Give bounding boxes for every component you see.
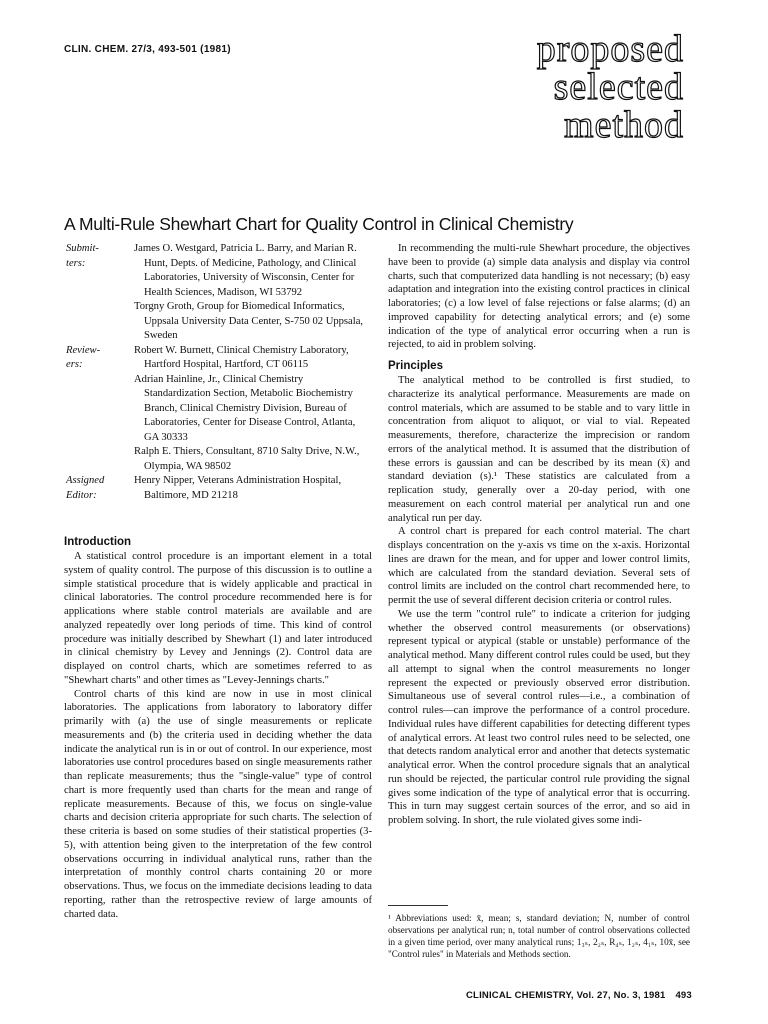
journal-reference: CLIN. CHEM. 27/3, 493-501 (1981) (64, 44, 231, 55)
right-column (388, 242, 690, 828)
section-label-line: method (564, 104, 684, 146)
body-paragraph: A control chart is prepared for each control material. The chart displays concentration on the y-axis vs time on the x-axis. Horizontal lines are drawn for the mean, and for upper and lower control limits, which are calculated from the standard deviation. Several sets of control limits are included on the control chart recommended here, to permit the use of several different decision criteria or control rules. (388, 526, 690, 606)
section-label-line: selected (553, 66, 684, 108)
footer-journal: CLINICAL CHEMISTRY, Vol. 27, No. 3, 1981 (466, 990, 666, 1001)
section-label-line: proposed (536, 28, 684, 70)
introduction-section (64, 536, 372, 921)
contributor-role: Submit- ters: (66, 243, 99, 269)
page-number: 493 (675, 990, 692, 1001)
contributors-block (64, 242, 372, 503)
contributor-entry: Adrian Hainline, Jr., Clinical Chemistry Standardization Section, Metabolic Biochemistry Branch, Clinical Chemistry Division, Bureau of Laboratories, Center for Disease Control, Atlanta, GA 30333 (134, 373, 356, 443)
footnote-divider (388, 905, 448, 906)
contributor-entry: James O. Westgard, Patricia L. Barry, and Marian R. Hunt, Depts. of Medicine, Pathology, and Clinical Laboratories, University of Wisconsin, Center for Health Sciences, Madison, WI 53792 (134, 243, 357, 298)
contributor-group (64, 474, 372, 503)
introduction-heading: Introduction (64, 536, 132, 548)
contributor-entry: Ralph E. Thiers, Consultant, 8710 Salty Drive, N.W., Olympia, WA 98502 (134, 446, 360, 472)
page-footer (466, 990, 692, 1001)
body-paragraph: Control charts of this kind are now in use in most clinical laboratories. The applications from laboratory to laboratory differ primarily with (a) the use of single measurements or replicate measurements and (b) the criteria used in deciding whether the data indicate the analytical run is in or out of control. In our experience, most laboratories use control procedures based on single measurements rather than replicate measurements; thus the "single-value" type of control chart is more frequently used than charts for the mean and range of replicate measurements. Because of this, we focus on single-value charts and decision criteria appropriate for such charts. The selection of these criteria is based on some studies of their statistical properties (3-5), with attention being given to the interpretation of the few control observations occurring in individual analytical runs, rather than the interpretation of monthly control charts containing 20 or more observations. Thus, we focus on the immediate decisions leading to data reporting, rather than the retrospective review of large amounts of charted data. (64, 688, 372, 920)
body-paragraph: We use the term "control rule" to indicate a criterion for judging whether the observed control measurements (or observations) represent typical or atypical (stable or unstable) performance of the analytical method. Many different control rules could be used, but they all attempt to signal when the control measurements no longer represent the expected or previously observed error distribution. Simultaneous use of several control rules—i.e., a combination of control rules—can improve the performance of a control procedure. Individual rules have different capabilities for detecting different types of analytical errors. At least two control rules need to be selected, one that detects random analytical error and another that detects systematic analytical error. When the control procedure signals that an analytical run should be rejected, the particular control rule providing the signal gives some indication of the type of analytical error that is occurring. This in turn may suggest certain sources of the error, and so aid in problem solving. In short, the rule violated gives some indi- (388, 608, 690, 826)
footnote: ¹ Abbreviations used: x̄, mean; s, standard deviation; N, number of control observations per analytical run; n, total number of control observations collected in a given time period, over many analytical runs; 1₃ₛ, 2₂ₛ, R₄ₛ, 1₂ₛ, 4₁ₛ, 10x̄, see "Control rules" in Materials and Methods section. (388, 913, 690, 959)
section-label (537, 30, 684, 144)
contributor-role: Review- ers: (66, 344, 101, 370)
article-title: A Multi-Rule Shewhart Chart for Quality Control in Clinical Chemistry (64, 213, 574, 234)
contributor-entry: Henry Nipper, Veterans Administration Hospital, Baltimore, MD 21218 (134, 475, 342, 501)
body-paragraph: In recommending the multi-rule Shewhart procedure, the objectives have been to provide (a) simple data analysis and display via control charts, such that computerized data handling is not necessary; (b) easy adaptation and integration into the existing control practices in clinical laboratories; (c) a low level of false rejections or false alarms; (d) an improved capability for detecting analytical errors; and (e) some indication of the type of analytical error occurring when a run is rejected, to aid in problem solving. (388, 243, 690, 351)
contributor-group (64, 344, 372, 475)
contributor-group (64, 242, 372, 344)
contributor-entry: Torgny Groth, Group for Biomedical Informatics, Uppsala University Data Center, S-750 02 Uppsala, Sweden (134, 301, 364, 341)
contributor-entry: Robert W. Burnett, Clinical Chemistry Laboratory, Hartford Hospital, Hartford, CT 06115 (134, 344, 349, 370)
body-paragraph: The analytical method to be controlled is first studied, to characterize its analytical performance. Measurements are made on control materials, which are assumed to be stable and to vary little in concentration from aliquot to aliquot, or vial to vial. Repeated measurements, therefore, characterize the imprecision or random errors of the analytical method. It is assumed that the distribution of these errors is gaussian and can be described by its mean (x̄) and standard deviation (s).¹ These statistics are calculated from a replication study, generally over a 20-day period, with one measurement on each control material per analytical run and one analytical run per day. (388, 375, 690, 524)
body-paragraph: A statistical control procedure is an important element in a total system of quality control. The purpose of this discussion is to outline a simple statistical procedure that is widely applicable and practical in clinical laboratories. The control procedure recommended here is for applications where stable control materials are available and are analyzed repeatedly over long periods of time. This kind of control procedure was initially described by Shewhart (1) and later introduced in clinical chemistry by Levey and Jennings (2). Control data are displayed on control charts, which are sometimes referred to as "Shewhart charts" and other times as "Levey-Jennings charts." (64, 551, 372, 686)
contributor-role: Assigned Editor: (66, 475, 105, 501)
principles-heading: Principles (388, 360, 443, 372)
